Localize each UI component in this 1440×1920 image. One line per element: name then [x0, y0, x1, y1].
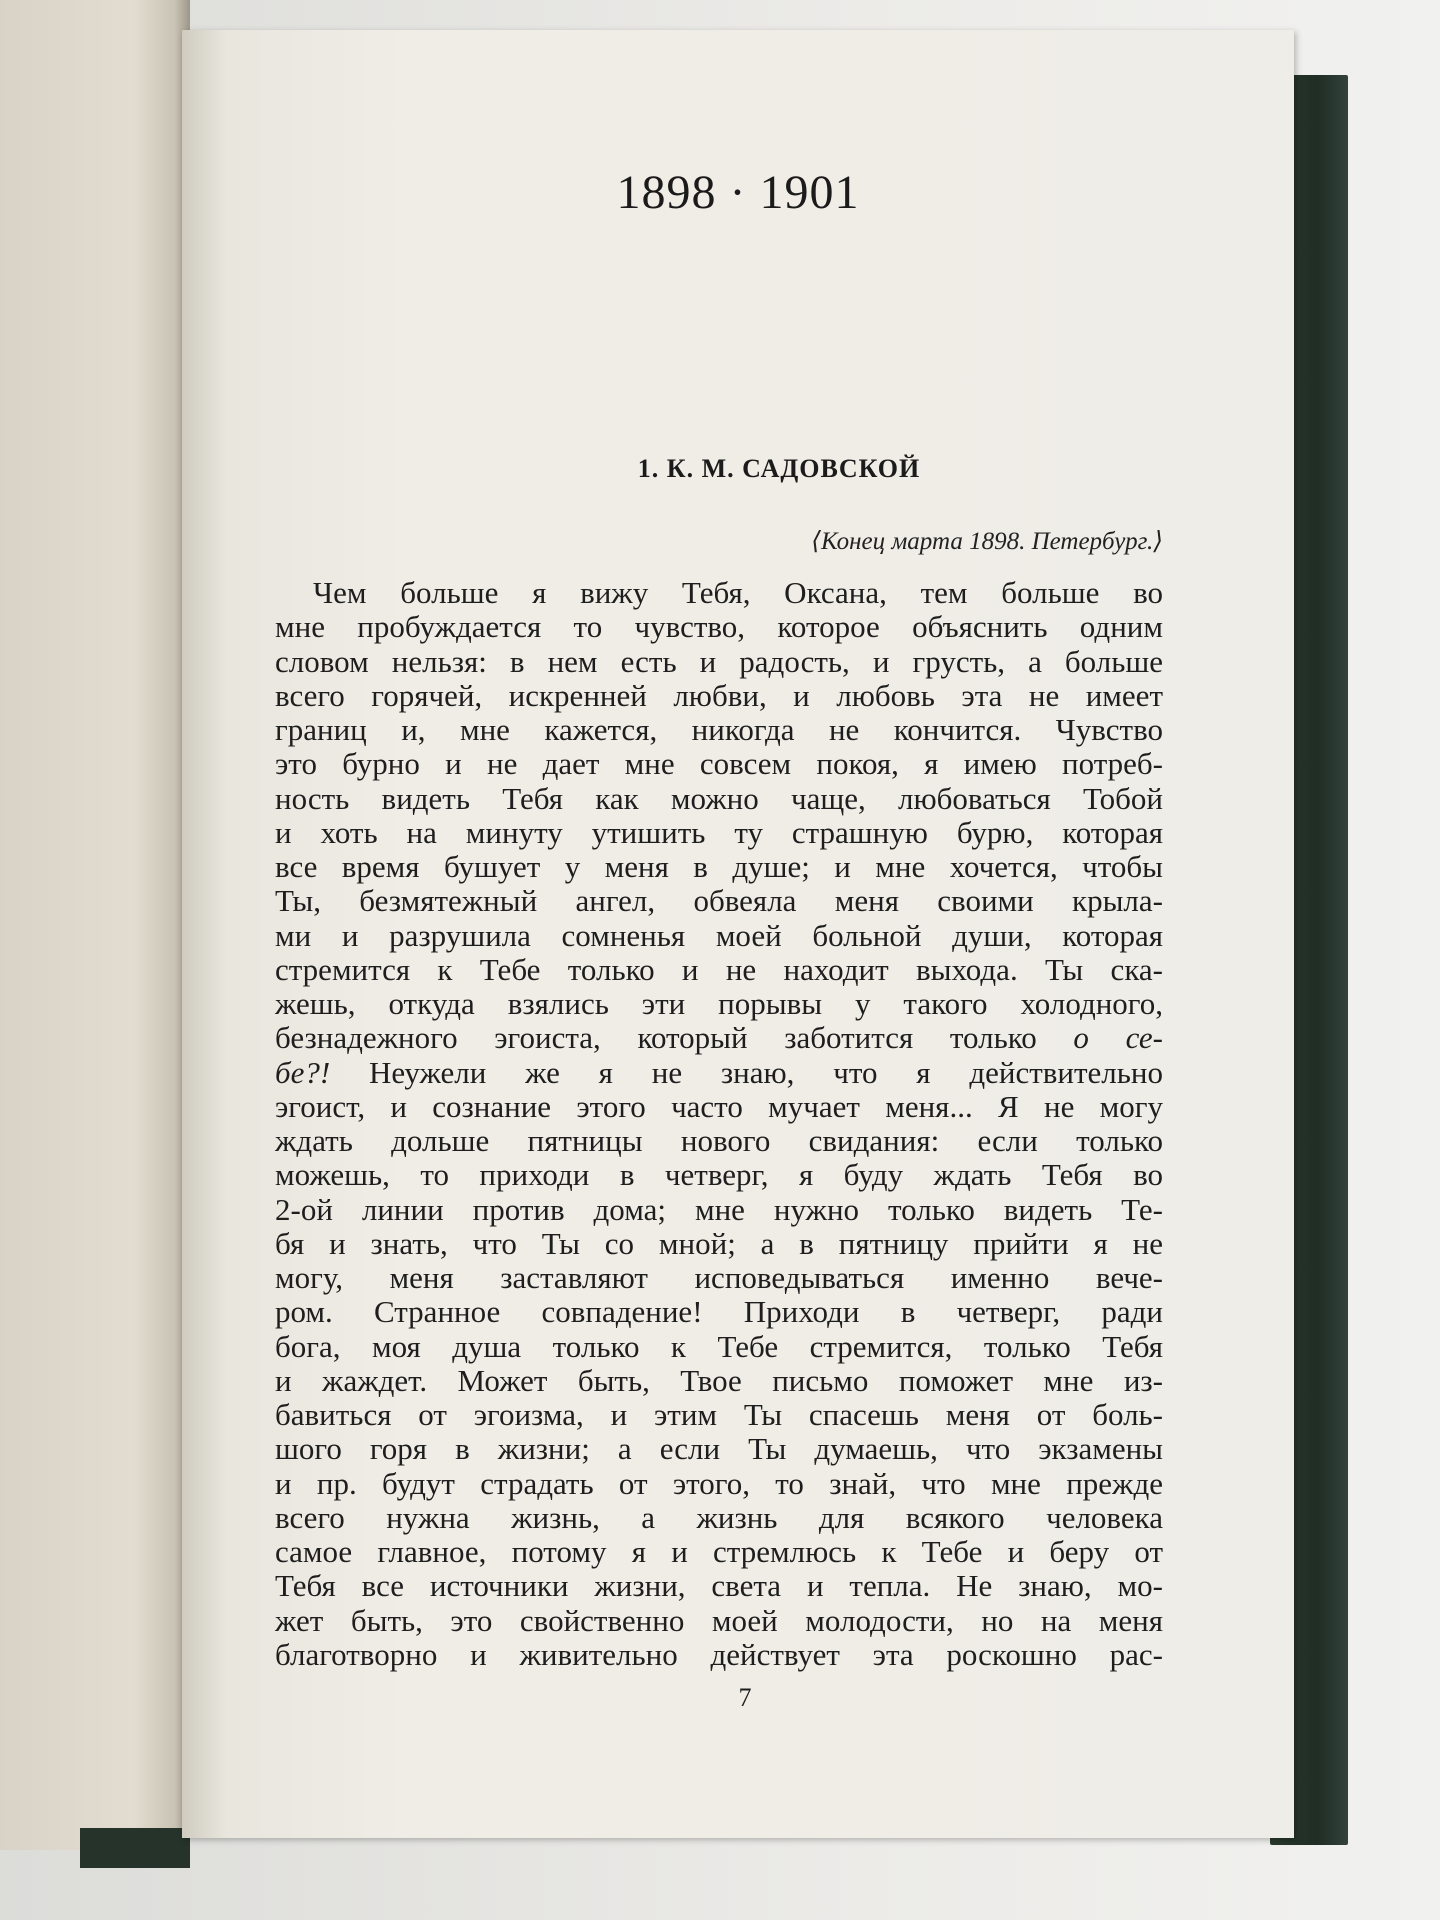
line-text: Неужели же я не знаю, что я действительно: [369, 1054, 1163, 1090]
text-line: [275, 1021, 1163, 1055]
line-text: ми и разрушила сомненья моей больной души, которая: [275, 917, 1163, 953]
line-text: всего горячей, искренней любви, и любовь эта не имеет: [275, 677, 1163, 713]
line-text: ром. Странное совпадение! Приходи в четверг, ради: [275, 1294, 1163, 1330]
text-line: [275, 1569, 1163, 1603]
text-line: [275, 1467, 1163, 1501]
text-line: [275, 953, 1163, 987]
line-text: все время бушует у меня в душе; и мне хочется, чтобы: [275, 849, 1163, 884]
line-text: жет быть, это свойственно моей молодости, но на меня: [275, 1602, 1163, 1638]
letter-body: [275, 576, 1163, 1672]
text-line: [275, 1398, 1163, 1432]
text-line: [275, 1330, 1163, 1364]
line-text: мне пробуждается то чувство, которое объяснить одним: [275, 609, 1163, 645]
left-page: [0, 0, 190, 1850]
text-line: [275, 816, 1163, 850]
line-text: стремится к Тебе только и не находит выхода. Ты ска-: [275, 951, 1163, 987]
text-line: [275, 1364, 1163, 1398]
letter-date-place: ⟨Конец марта 1898. Петербург.⟩: [811, 528, 1163, 555]
text-line: [275, 713, 1163, 747]
text-line: [275, 576, 1163, 610]
line-text: и пр. будут страдать от этого, то знай, что мне прежде: [275, 1465, 1163, 1501]
line-text: и хоть на минуту утишить ту страшную бурю, которая: [275, 814, 1163, 850]
text-line: [275, 884, 1163, 918]
text-line: [275, 1501, 1163, 1535]
line-text: Ты, безмятежный ангел, обвеяла меня своими крыла-: [275, 883, 1163, 919]
line-text: ность видеть Тебя как можно чаще, любоваться Тобой: [275, 780, 1163, 816]
left-cover-corner: [80, 1828, 190, 1868]
text-line: [275, 850, 1163, 884]
text-line: [275, 610, 1163, 644]
page-number: 7: [738, 1683, 752, 1712]
italic-text: бе?!: [275, 1054, 331, 1090]
text-line: [275, 747, 1163, 781]
text-line: [275, 987, 1163, 1021]
text-line: [275, 1295, 1163, 1329]
text-line: [275, 919, 1163, 953]
text-line: [275, 1638, 1163, 1672]
text-line: [275, 1604, 1163, 1638]
line-text: всего нужна жизнь, а жизнь для всякого человека: [275, 1499, 1163, 1535]
line-text: можешь, то приходи в четверг, я буду ждать Тебя во: [275, 1157, 1163, 1193]
text-line: [275, 1227, 1163, 1261]
text-line: [275, 679, 1163, 713]
text-line: [275, 1432, 1163, 1466]
text-line: [275, 1193, 1163, 1227]
line-text: словом нельзя: в нем есть и радость, и грусть, а больше: [275, 643, 1163, 679]
book-page: [182, 30, 1294, 1838]
line-text: самое главное, потому я и стремлюсь к Тебе и беру от: [275, 1534, 1163, 1569]
line-text: бога, моя душа только к Тебе стремится, только Тебя: [275, 1328, 1163, 1364]
text-line: [275, 1261, 1163, 1295]
line-text: могу, меня заставляют исповедываться именно вече-: [275, 1260, 1163, 1295]
line-text: ждать дольше пятницы нового свидания: если только: [275, 1123, 1163, 1158]
line-text: 2-ой линии против дома; мне нужно только видеть Те-: [275, 1191, 1163, 1227]
line-text: границ и, мне кажется, никогда не кончится. Чувство: [275, 712, 1163, 747]
line-text: и жаждет. Может быть, Твое письмо поможет мне из-: [275, 1362, 1163, 1398]
text-line: [275, 1535, 1163, 1569]
text-line: [275, 645, 1163, 679]
line-text: эгоист, и сознание этого часто мучает меня... Я не могу: [275, 1088, 1163, 1124]
section-years-title: 1898 · 1901: [616, 166, 860, 219]
line-text: жешь, откуда взялись эти порывы у такого холодного,: [275, 986, 1163, 1021]
letter-heading: 1. К. М. САДОВСКОЙ: [637, 454, 921, 483]
line-text: безнадежного эгоиста, который заботится только: [275, 1020, 1037, 1056]
italic-text: о се-: [1073, 1020, 1163, 1056]
line-text: бя и знать, что Ты со мной; а в пятницу прийти я не: [275, 1225, 1163, 1261]
line-text: Тебя все источники жизни, света и тепла. Не знаю, мо-: [275, 1568, 1163, 1604]
line-text: это бурно и не дает мне совсем покоя, я имею потреб-: [275, 746, 1163, 782]
line-text: бавиться от эгоизма, и этим Ты спасешь меня от боль-: [275, 1397, 1163, 1432]
text-line: [275, 1158, 1163, 1192]
text-line: [275, 1124, 1163, 1158]
line-text: Чем больше я вижу Тебя, Оксана, тем больше во: [313, 575, 1163, 610]
line-text: благотворно и живительно действует эта роскошно рас-: [275, 1636, 1163, 1672]
line-text: шого горя в жизни; а если Ты думаешь, что экзамены: [275, 1431, 1163, 1467]
text-line: [275, 782, 1163, 816]
text-line: [275, 1056, 1163, 1090]
text-line: [275, 1090, 1163, 1124]
